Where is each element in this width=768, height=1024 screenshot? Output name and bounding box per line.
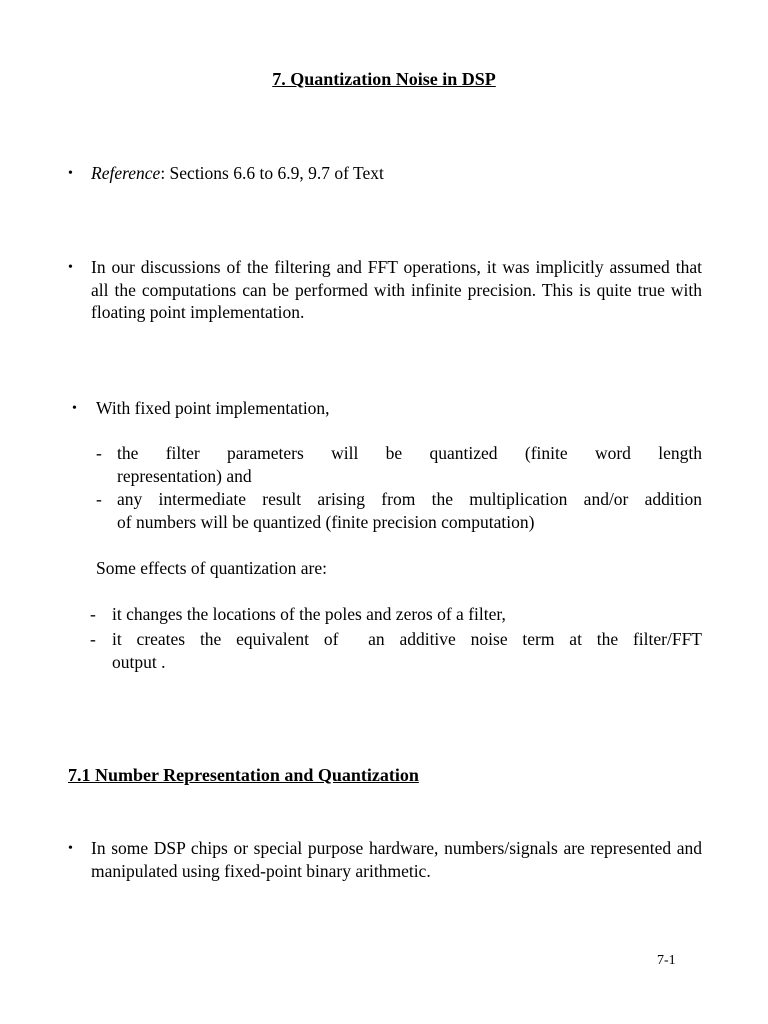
reference-line: [91, 162, 711, 185]
fixed-point-item-1-line-1: the filter parameters will be quantized (finite word length: [117, 443, 702, 463]
dash-marker: -: [96, 443, 102, 463]
fixed-point-item-1: [117, 442, 702, 487]
effects-item-2: [112, 628, 702, 673]
reference-label: Reference: [91, 163, 161, 183]
bullet-icon: •: [68, 260, 73, 275]
effects-lead: Some effects of quantization are:: [96, 558, 327, 578]
page-number: 7-1: [657, 953, 676, 968]
reference-text: : Sections 6.6 to 6.9, 9.7 of Text: [160, 163, 384, 183]
fixed-point-item-2-line-1: any intermediate result arising from the multiplication and/or addition: [117, 489, 702, 509]
dsp-paragraph: In some DSP chips or special purpose hardware, numbers/signals are represented and manipulated using fixed-point binary arithmetic.: [91, 838, 702, 881]
dash-marker: -: [90, 629, 96, 649]
fixed-point-item-2: [117, 488, 702, 533]
effects-item-2-line-2: output .: [112, 651, 166, 672]
page-title: 7. Quantization Noise in DSP: [272, 69, 496, 89]
effects-item-2-line-1: it creates the equivalent of an additive noise term at the filter/FFT: [112, 629, 702, 649]
bullet-icon: •: [68, 166, 73, 181]
section-heading: 7.1 Number Representation and Quantization: [68, 765, 419, 785]
dash-marker: -: [96, 489, 102, 509]
fixed-point-item-1-line-2: representation) and: [117, 465, 252, 486]
fixed-point-item-2-line-2: of numbers will be quantized (finite precision computation): [117, 511, 535, 532]
bullet-icon: •: [72, 401, 77, 416]
intro-paragraph: In our discussions of the filtering and FFT operations, it was implicitly assumed that all the computations can be performed with infinite precision. This is quite true with floating point implementation.: [91, 257, 702, 322]
dash-marker: -: [90, 604, 96, 624]
effects-item-1-line-1: it changes the locations of the poles and zeros of a filter,: [112, 604, 506, 624]
fixed-point-lead: With fixed point implementation,: [96, 398, 330, 418]
effects-item-1: [112, 603, 702, 626]
bullet-icon: •: [68, 841, 73, 856]
